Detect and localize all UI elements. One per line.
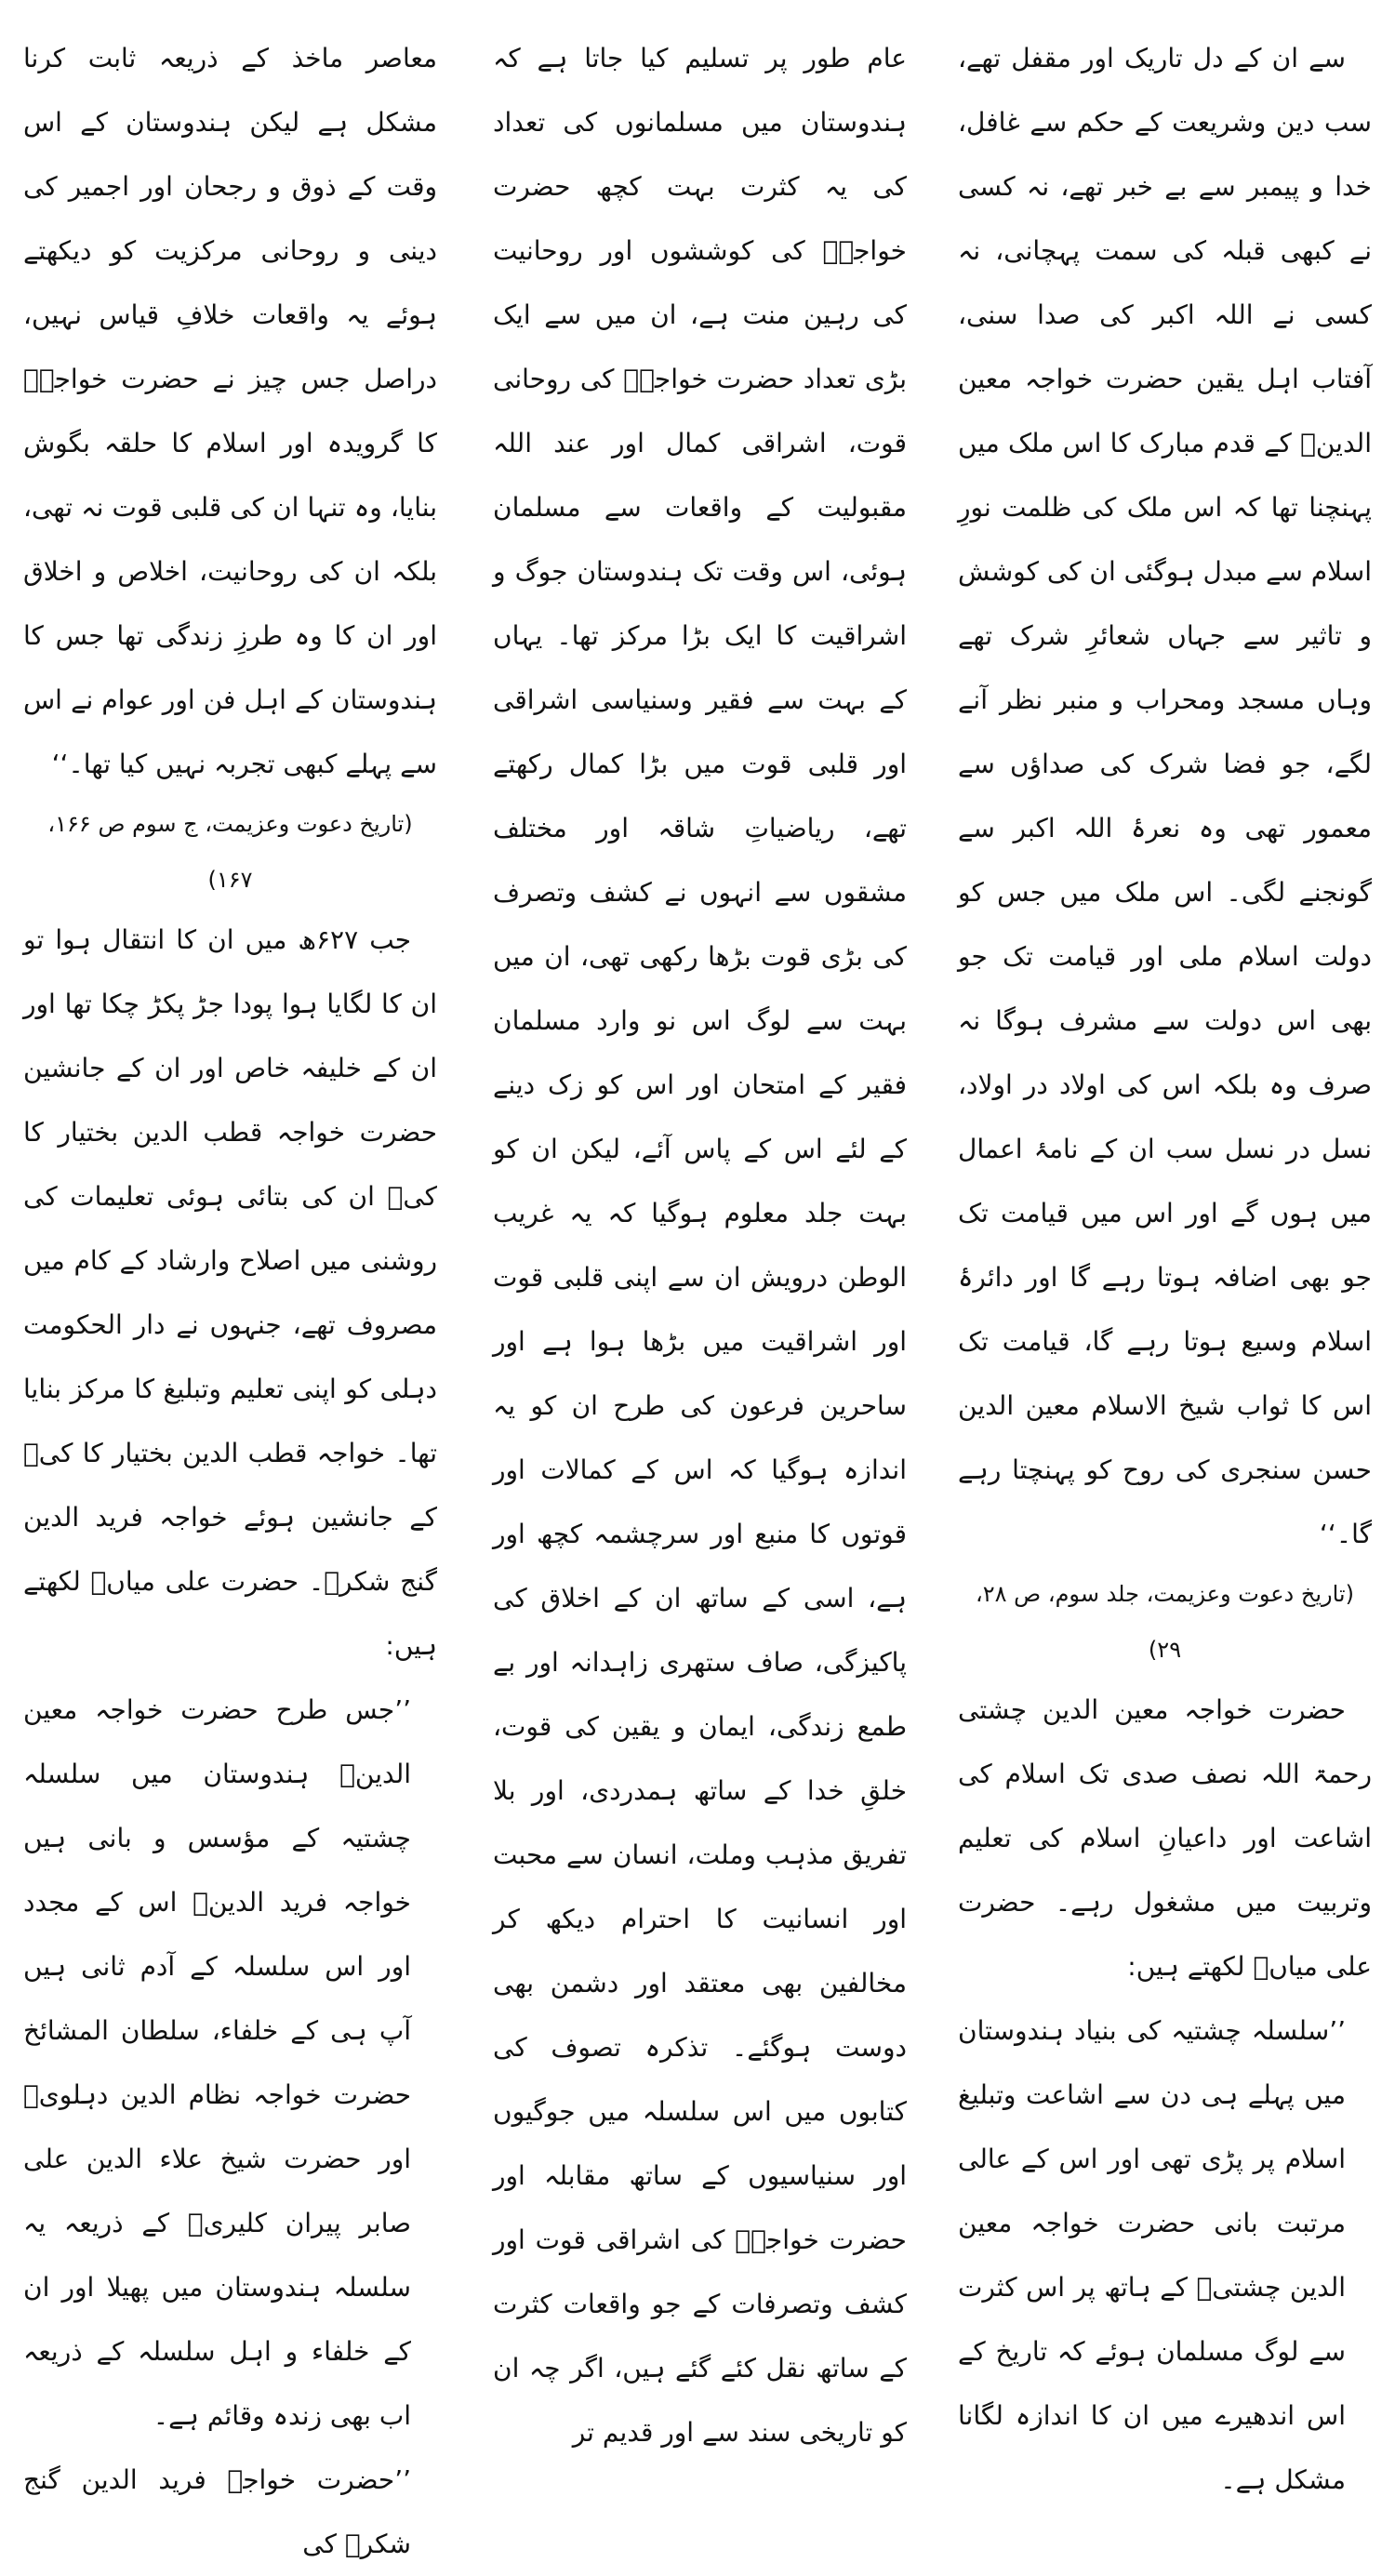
paragraph: معاصر ماخذ کے ذریعہ ثابت کرنا مشکل ہے لیکن ہندوستان کے اس وقت کے ذوق و رجحان اور اجمیر کی دینی و روحانی مرکزیت کو دیکھتے ہوئے یہ واقعات خلافِ قیاس نہیں، دراصل جس چیز نے حضرت خواجہؒ کا گرویدہ اور اسلام کا حلقہ بگوش بنایا، وہ تنہا ان کی قلبی قوت نہ تھی، بلکہ ان کی روحانیت، اخلاص و اخلاق اور ان کا وہ طرزِ زندگی تھا جس کا ہندوستان کے اہل فن اور عوام نے اس سے پہلے کبھی تجربہ نہیں کیا تھا۔‘‘ <box>23 43 437 779</box>
citation: (تاریخ دعوت وعزیمت، جلد سوم، ص ۲۸، ۲۹) <box>976 1581 1354 1663</box>
paragraph: حضرت خواجہ معین الدین چشتی رحمۃ اللہ نصف صدی تک اسلام کی اشاعت اور داعیانِ اسلام کی تعلیم وتربیت میں مشغول رہے۔ حضرت علی میاںؒ لکھتے ہیں: <box>958 1694 1372 1982</box>
paragraph: عام طور پر تسلیم کیا جاتا ہے کہ ہندوستان میں مسلمانوں کی تعداد کی یہ کثرت بہت کچھ حضرت خواجہؒ کی کوششوں اور روحانیت کی رہین منت ہے، ان میں سے ایک بڑی تعداد حضرت خواجہؒ کی روحانی قوت، اشراقی کمال اور عند اللہ مقبولیت کے واقعات سے مسلمان ہوئی، اس وقت تک ہندوستان جوگ و اشراقیت کا ایک بڑا مرکز تھا۔ یہاں کے بہت سے فقیر وسنیاسی اشراقی اور قلبی قوت میں بڑا کمال رکھتے تھے، ریاضیاتِ شاقہ اور مختلف مشقوں سے انہوں نے کشف وتصرف کی بڑی قوت بڑھا رکھی تھی، ان میں بہت سے لوگ اس نو وارد مسلمان فقیر کے امتحان اور اس کو زک دینے کے لئے اس کے پاس آئے، لیکن ان کو بہت جلد معلوم ہوگیا کہ یہ غریب الوطن درویش ان سے اپنی قلبی قوت اور اشراقیت میں بڑھا ہوا ہے اور ساحرین فرعون کی طرح ان کو یہ اندازہ ہوگیا کہ اس کے کمالات اور قوتوں کا منبع اور سرچشمہ کچھ اور ہے، اسی کے ساتھ ان کے اخلاق کی پاکیزگی، صاف ستھری زاہدانہ اور بے طمع زندگی، ایمان و یقین کی قوت، خلقِ خدا کے ساتھ ہمدردی، اور بلا تفریق مذہب وملت، انسان سے محبت اور انسانیت کا احترام دیکھ کر مخالفین بھی معتقد اور دشمن بھی دوست ہوگئے۔ تذکرہ تصوف کی کتابوں میں اس سلسلہ میں جوگیوں اور سنیاسیوں کے ساتھ مقابلہ اور حضرت خواجہؒ کی اشراقی قوت اور کشف وتصرفات کے جو واقعات کثرت کے ساتھ نقل کئے گئے ہیں، اگر چہ ان کو تاریخی سند سے اور قدیم تر <box>493 43 907 2448</box>
block-quote: ’’حضرت خواجہ فرید الدین گنج شکرؒ کی <box>23 2464 411 2559</box>
block-quote: ’’جس طرح حضرت خواجہ معین الدینؒ ہندوستان میں سلسلہ چشتیہ کے مؤسس و بانی ہیں خواجہ فرید الدینؒ اس کے مجدد اور اس سلسلہ کے آدم ثانی ہیں آپ ہی کے خلفاء، سلطان المشائخ حضرت خواجہ نظام الدین دہلویؒ اور حضرت شیخ علاء الدین علی صابر پیران کلیریؒ کے ذریعہ یہ سلسلہ ہندوستان میں پھیلا اور ان کے خلفاء و اہل سلسلہ کے ذریعہ اب بھی زندہ وقائم ہے۔ <box>23 1694 411 2431</box>
column-middle <box>493 26 907 2448</box>
paragraph: جب ۶۲۷ھ میں ان کا انتقال ہوا تو ان کا لگایا ہوا پودا جڑ پکڑ چکا تھا اور ان کے خلیفہ خاص اور ان کے جانشین حضرت خواجہ قطب الدین بختیار کا کیؒ ان کی بتائی ہوئی تعلیمات کی روشنی میں اصلاح وارشاد کے کام میں مصروف تھے، جنہوں نے دار الحکومت دہلی کو اپنی تعلیم وتبلیغ کا مرکز بنایا تھا۔ خواجہ قطب الدین بختیار کا کیؒ کے جانشین ہوئے خواجہ فرید الدین گنج شکرؒ۔ حضرت علی میاںؒ لکھتے ہیں: <box>23 924 437 1661</box>
citation: (تاریخ دعوت وعزیمت، ج سوم ص ۱۶۶، ۱۶۷) <box>47 811 413 893</box>
column-left <box>23 26 437 2559</box>
column-right <box>958 26 1372 2495</box>
block-quote: ’’سلسلہ چشتیہ کی بنیاد ہندوستان میں پہلے ہی دن سے اشاعت وتبلیغ اسلام پر پڑی تھی اور اس کے عالی مرتبت بانی حضرت خواجہ معین الدین چشتیؒ کے ہاتھ پر اس کثرت سے لوگ مسلمان ہوئے کہ تاریخ کے اس اندھیرے میں ان کا اندازہ لگانا مشکل ہے۔ <box>958 2015 1346 2495</box>
paragraph: سے ان کے دل تاریک اور مقفل تھے، سب دین وشریعت کے حکم سے غافل، خدا و پیمبر سے بے خبر تھے، نہ کسی نے کبھی قبلہ کی سمت پہچانی، نہ کسی نے اللہ اکبر کی صدا سنی، آفتاب اہل یقین حضرت خواجہ معین الدینؒ کے قدم مبارک کا اس ملک میں پہنچنا تھا کہ اس ملک کی ظلمت نورِ اسلام سے مبدل ہوگئی ان کی کوشش و تاثیر سے جہاں شعائرِ شرک تھے وہاں مسجد ومحراب و منبر نظر آنے لگے، جو فضا شرک کی صداؤں سے معمور تھی وہ نعرۂ اللہ اکبر سے گونجنے لگی۔ اس ملک میں جس کو دولت اسلام ملی اور قیامت تک جو بھی اس دولت سے مشرف ہوگا نہ صرف وہ بلکہ اس کی اولاد در اولاد، نسل در نسل سب ان کے نامۂ اعمال میں ہوں گے اور اس میں قیامت تک جو بھی اضافہ ہوتا رہے گا اور دائرۂ اسلام وسیع ہوتا رہے گا، قیامت تک اس کا ثواب شیخ الاسلام معین الدین حسن سنجری کی روح کو پہنچتا رہے گا۔‘‘ <box>958 43 1372 1549</box>
